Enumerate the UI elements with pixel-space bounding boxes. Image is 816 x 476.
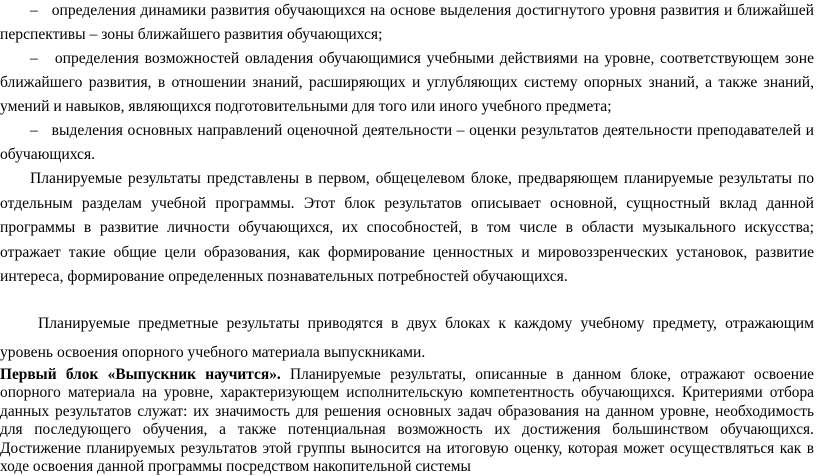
paragraph-subject-results: Планируемые предметные результаты приводятся в двух блоках к каждому учебному предмету, отражающим уровень освоения опорного учебного материала выпускниками. <box>0 315 814 361</box>
first-block-heading: Первый блок «Выпускник научится». <box>0 366 281 383</box>
paragraph-first-block <box>0 366 816 476</box>
list-item-dynamics: – определения динамики развития обучающихся на основе выделения достигнутого уровня развития и ближайшей перспективы – зоны ближайшего развития обучающихся; <box>0 2 814 44</box>
paragraph-general-results: Планируемые результаты представлены в первом, общецелевом блоке, предваряющем планируемые результаты по отдельным разделам учебной программы. Этот блок результатов описывает основной, сущностный вклад данной программы в развитие личности обучающихся, их способностей, в том числе в области музыкального искусства; отражает такие общие цели образования, как формирование ценностных и мировоззренческих установок, развитие интереса, формирование определенных познавательных потребностей обучающихся. <box>0 170 814 285</box>
first-block-text: Планируемые результаты, описанные в данном блоке, отражают освоение опорного материала на уровне, характеризующем исполнительскую компетентность обучающихся. Критериями отбора данных результатов служат: их значимость для решения основных задач образования на данном уровне, необходимость для последующего обучения, а также потенциальная возможность их достижения большинством обучающихся. Достижение планируемых результатов этой группы выносится на итоговую оценку, которая может осуществляться как в ходе освоения данной программы посредством накопительной системы <box>0 366 815 476</box>
list-item-possibilities: – определения возможностей овладения обучающимися учебными действиями на уровне, соответствующем зоне ближайшего развития, в отношении знаний, расширяющих и углубляющих систему опорных знаний, а также знаний, умений и навыков, являющихся подготовительными для того или иного учебного предмета; <box>0 50 814 116</box>
list-item-directions: – выделения основных направлений оценочной деятельности – оценки результатов деятельности преподавателей и обучающихся. <box>0 122 814 164</box>
